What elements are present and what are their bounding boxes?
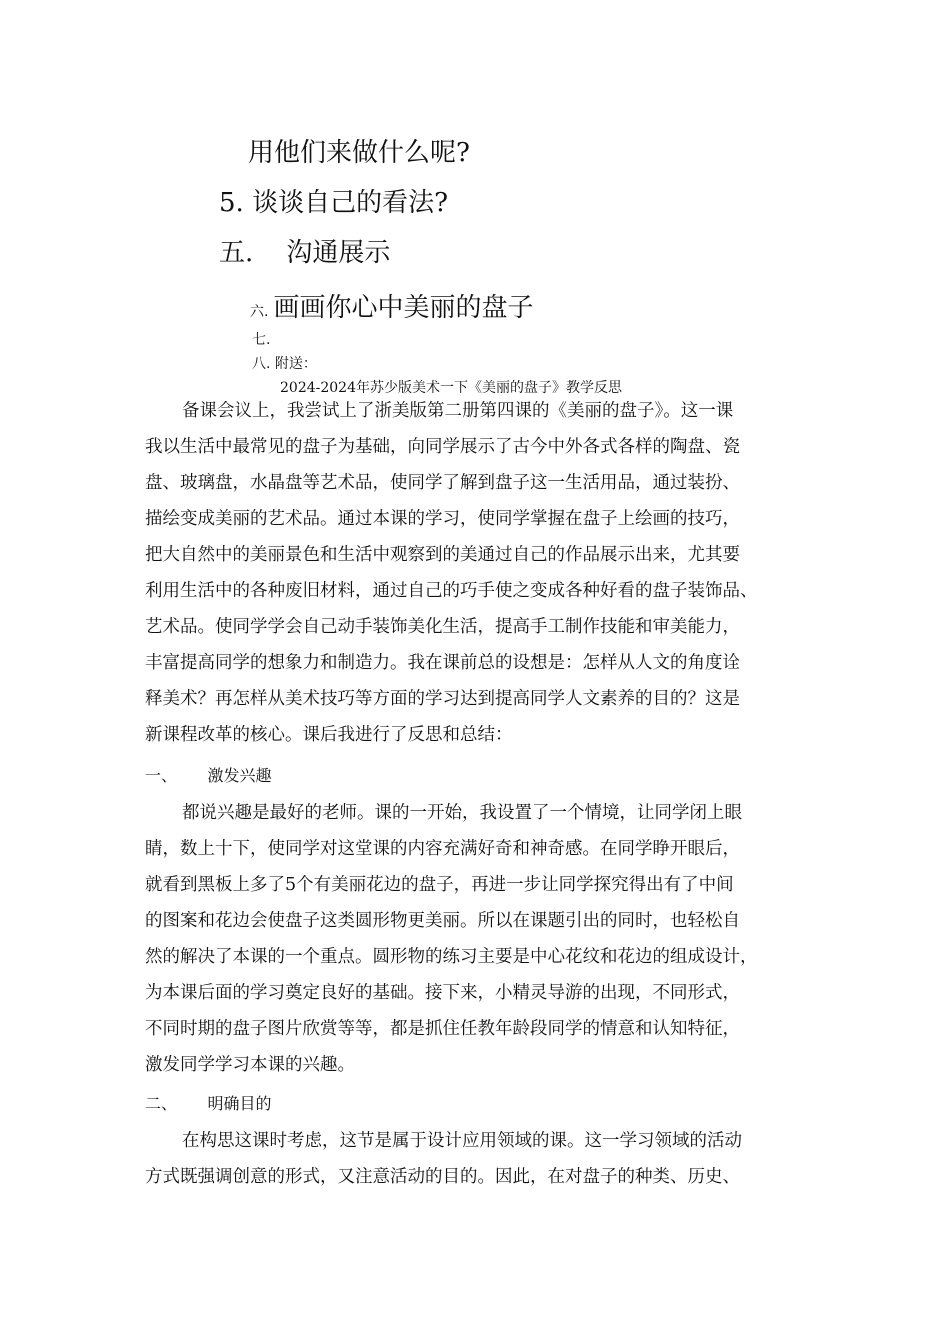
paragraph-line: 释美术？再怎样从美术技巧等方面的学习达到提高同学人文素养的目的？这是 <box>145 689 740 709</box>
paragraph-line: 备课会议上，我尝试上了浙美版第二册第四课的《美丽的盘子》。这一课 <box>182 401 734 421</box>
paragraph-line: 艺术品。使同学学会自己动手装饰美化生活，提高手工制作技能和审美能力， <box>145 617 740 637</box>
paragraph-line: 描绘变成美丽的艺术品。通过本课的学习，使同学掌握在盘子上绘画的技巧， <box>145 509 740 529</box>
paragraph-line: 丰富提高同学的想象力和制造力。我在课前总的设想是：怎样从人文的角度诠 <box>145 653 740 673</box>
paragraph-line: 睛，数上十下，使同学对这堂课的内容充满好奇和神奇感。在同学睁开眼后， <box>145 839 740 859</box>
paragraph-line: 然的解决了本课的一个重点。圆形物的练习主要是中心花纹和花边的组成设计， <box>145 947 758 967</box>
section-heading-2: 二、 明确目的 <box>145 1094 272 1113</box>
paragraph-line: 的图案和花边会使盘子这类圆形物更美丽。所以在课题引出的同时，也轻松自 <box>145 911 740 931</box>
paragraph-line: 为本课后面的学习奠定良好的基础。接下来，小精灵导游的出现，不同形式， <box>145 983 740 1003</box>
paragraph-line: 方式既强调创意的形式，又注意活动的目的。因此，在对盘子的种类、历史、 <box>145 1167 740 1187</box>
list-item-six-text: 画画你心中美丽的盘子 <box>273 293 534 323</box>
article-title: 2024-2024年苏少版美术一下《美丽的盘子》教学反思 <box>280 380 622 396</box>
list-item-4-continuation: 用他们来做什么呢? <box>248 138 470 168</box>
list-item-six <box>250 287 534 324</box>
paragraph-line: 我以生活中最常见的盘子为基础，向同学展示了古今中外各式各样的陶盘、瓷 <box>145 437 740 457</box>
paragraph-line: 都说兴趣是最好的老师。课的一开始，我设置了一个情境，让同学闭上眼 <box>182 803 742 823</box>
paragraph-line: 把大自然中的美丽景色和生活中观察到的美通过自己的作品展示出来，尤其要 <box>145 545 740 565</box>
paragraph-line: 盘、玻璃盘，水晶盘等艺术品，使同学了解到盘子这一生活用品，通过装扮、 <box>145 473 740 493</box>
list-item-five: 五. 沟通展示 <box>219 238 391 268</box>
paragraph-line: 就看到黑板上多了5个有美丽花边的盘子，再进一步让同学探究得出有了中间 <box>145 875 734 895</box>
section-heading-1: 一、 激发兴趣 <box>145 766 272 785</box>
paragraph-line: 不同时期的盘子图片欣赏等等，都是抓住任教年龄段同学的情意和认知特征， <box>145 1019 740 1039</box>
paragraph-line: 新课程改革的核心。课后我进行了反思和总结： <box>145 725 513 745</box>
paragraph-line: 在构思这课时考虑，这节是属于设计应用领域的课。这一学习领域的活动 <box>182 1131 742 1151</box>
list-item-eight: 八. 附送： <box>252 356 317 372</box>
paragraph-line: 利用生活中的各种废旧材料，通过自己的巧手使之变成各种好看的盘子装饰品、 <box>145 581 758 601</box>
list-item-seven: 七. <box>252 332 271 348</box>
list-item-six-marker: 六. <box>250 304 269 320</box>
paragraph-line: 激发同学学习本课的兴趣。 <box>145 1055 355 1075</box>
list-item-5: 5. 谈谈自己的看法? <box>219 188 449 218</box>
